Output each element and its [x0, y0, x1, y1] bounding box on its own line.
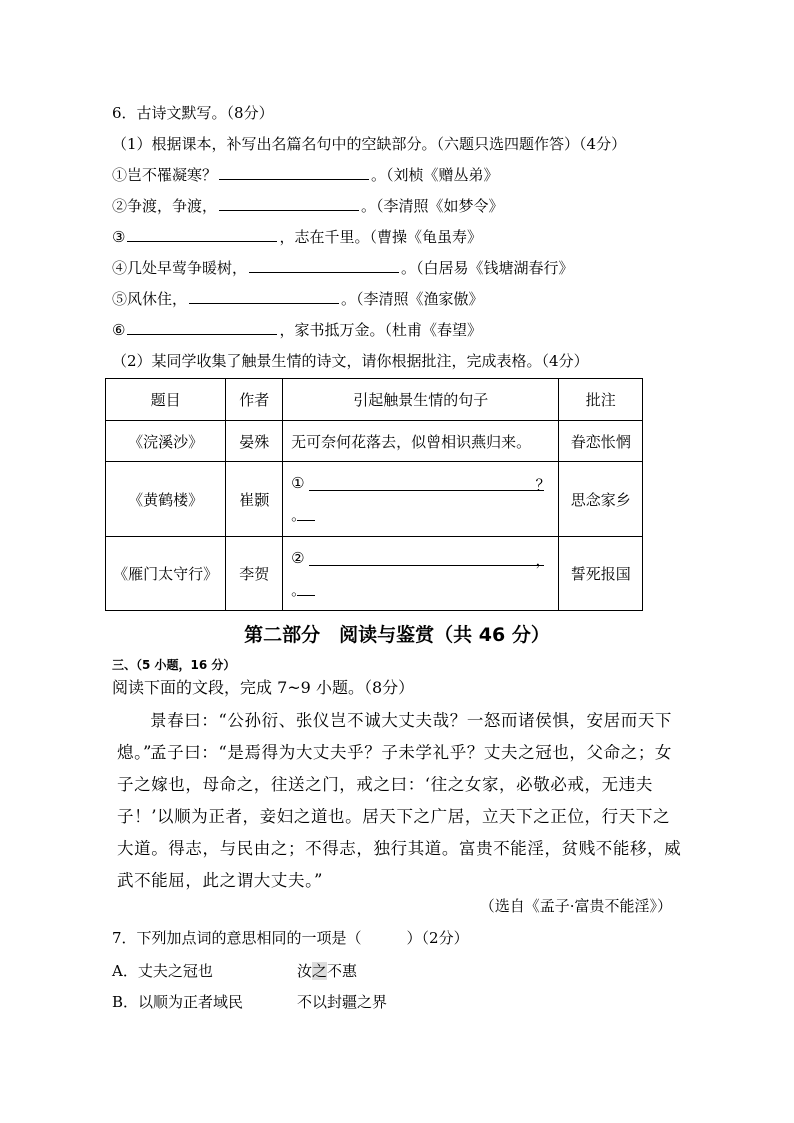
- q6-item-6: [112, 320, 482, 340]
- table-row: [106, 421, 643, 462]
- cell-title: 《浣溪沙》: [106, 421, 226, 462]
- highlighted-word: 之: [312, 962, 328, 980]
- option-a-left[interactable]: A．丈夫之冠也: [112, 962, 213, 980]
- cell-author: 晏殊: [226, 421, 283, 462]
- item-text-post: 。（李清照《如梦令》: [361, 197, 504, 215]
- answer-blank[interactable]: [127, 320, 277, 335]
- answer-line[interactable]: [309, 565, 544, 566]
- answer-line-short[interactable]: [297, 595, 315, 596]
- header-author: 作者: [226, 379, 283, 421]
- q6-part1-instruction: （1）根据课本，补写出名篇名句中的空缺部分。（六题只选四题作答）（4分）: [112, 135, 627, 153]
- passage-source: （选自《孟子·富贵不能淫》）: [479, 897, 672, 915]
- poem-table: [105, 378, 643, 611]
- blank-tail-punct: 。: [291, 506, 307, 524]
- blank-end-punct: ，: [535, 551, 551, 569]
- answer-blank[interactable]: [219, 165, 369, 180]
- cell-note: 思念家乡: [559, 462, 643, 537]
- cell-note: 眷恋怅惘: [559, 421, 643, 462]
- header-title: 题目: [106, 379, 226, 421]
- reading-intro: 阅读下面的文段，完成 7~9 小题。（8分）: [112, 678, 415, 697]
- q6-item-4: [112, 258, 574, 278]
- section-title: 第二部分 阅读与鉴赏（共 46 分）: [244, 624, 550, 646]
- section-subtitle: 三、（5 小题，16 分）: [112, 658, 236, 672]
- option-a-right-pre: 汝: [297, 962, 313, 980]
- q6-title: 6．古诗文默写。（8分）: [112, 104, 274, 122]
- answer-line[interactable]: [309, 490, 544, 491]
- item-text-pre: ③: [112, 228, 126, 246]
- header-sentence: 引起触景生情的句子: [283, 379, 559, 421]
- blank-number: ②: [291, 549, 305, 567]
- item-text-post: ，志在千里。（曹操《龟虽寿》: [279, 228, 482, 246]
- item-text-pre: ⑥: [112, 321, 126, 339]
- passage-paragraph-1: 景春曰：“公孙衍、张仪岂不诚大丈夫哉？一怒而诸侯惧，安居而天下熄。”: [117, 711, 673, 762]
- cell-author: 崔颢: [226, 462, 283, 537]
- cell-author: 李贺: [226, 537, 283, 611]
- table-header-row: [106, 379, 643, 421]
- option-b-left[interactable]: B．以顺为正者域民: [112, 993, 244, 1011]
- passage-paragraph-2: 孟子曰：“是焉得为大丈夫乎？子未学礼乎？丈夫之冠也，父命之；女子之嫁也，母命之，往送之门，戒之曰：‘往之女家，必敬必戒，无违夫子！’以顺为正者，妾妇之道也。居天下之广居，立天下之正位，行天下之大道。得志，与民由之；不得志，独行其道。富贵不能淫，贫贱不能移，威武不能屈，此之谓大丈夫。”: [117, 743, 682, 890]
- answer-blank[interactable]: [249, 258, 399, 273]
- q6-item-3: [112, 227, 482, 247]
- table-row: [106, 537, 643, 611]
- q6-item-5: [112, 289, 484, 309]
- table-row: [106, 462, 643, 537]
- cell-title: 《黄鹤楼》: [106, 462, 226, 537]
- item-text-pre: ①岂不罹凝寒？: [112, 166, 218, 184]
- answer-blank[interactable]: [127, 227, 277, 242]
- answer-blank[interactable]: [219, 196, 359, 211]
- option-b-right[interactable]: 不以封疆之界: [297, 993, 388, 1011]
- cell-sentence-blank[interactable]: [283, 462, 559, 537]
- item-text-pre: ④几处早莺争暖树，: [112, 259, 248, 277]
- item-text-pre: ②争渡，争渡，: [112, 197, 218, 215]
- blank-tail-punct: 。: [291, 581, 307, 599]
- cell-sentence-blank[interactable]: [283, 537, 559, 611]
- item-text-post: ，家书抵万金。（杜甫《春望》: [279, 321, 482, 339]
- answer-blank[interactable]: [189, 289, 339, 304]
- cell-sentence: 无可奈何花落去，似曾相识燕归来。: [283, 421, 559, 462]
- q6-item-1: [112, 165, 499, 185]
- q6-item-2: [112, 196, 504, 216]
- q7-stem: 7．下列加点词的意思相同的一项是（ ）（2分）: [112, 929, 469, 947]
- cell-note: 誓死报国: [559, 537, 643, 611]
- item-text-pre: ⑤风休住，: [112, 290, 188, 308]
- q6-part2-instruction: （2）某同学收集了触景生情的诗文，请你根据批注，完成表格。（4分）: [112, 352, 589, 370]
- item-text-post: 。（白居易《钱塘湖春行》: [401, 259, 574, 277]
- blank-end-punct: ？: [535, 476, 551, 494]
- item-text-post: 。（李清照《渔家傲》: [341, 290, 484, 308]
- blank-number: ①: [291, 474, 305, 492]
- item-text-post: 。（刘桢《赠丛弟》: [371, 166, 499, 184]
- option-a-right-post: 不惠: [327, 962, 358, 980]
- cell-title: 《雁门太守行》: [106, 537, 226, 611]
- header-note: 批注: [559, 379, 643, 421]
- answer-line-short[interactable]: [297, 520, 315, 521]
- option-a-right[interactable]: [297, 960, 357, 981]
